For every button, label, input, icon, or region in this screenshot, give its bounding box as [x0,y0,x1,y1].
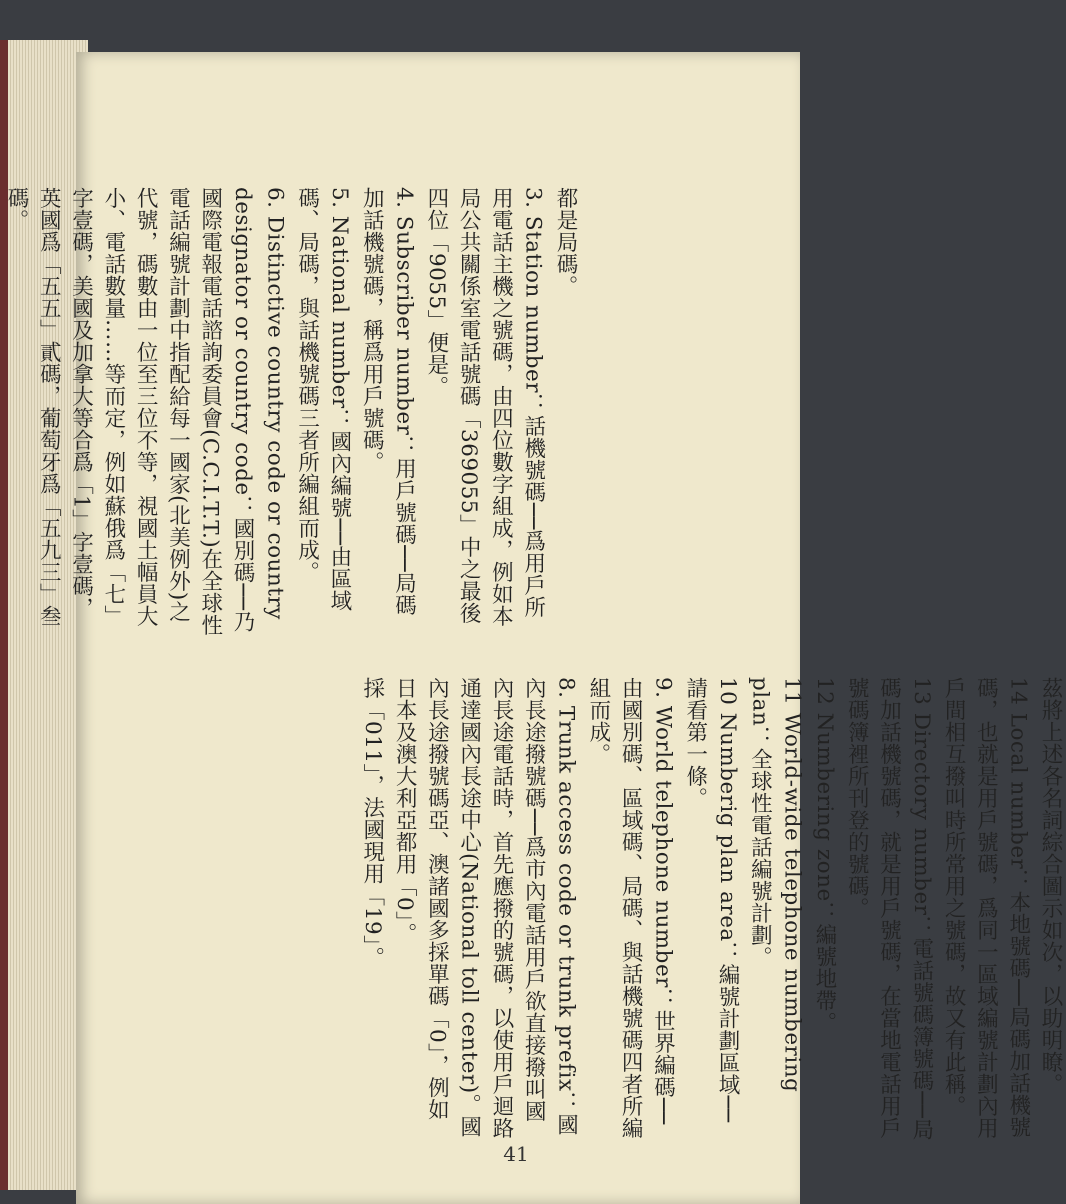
text-paragraph: 都是局碼。 [553,187,578,297]
text-paragraph: 14 Local number：本地號碼──局碼加話機號碼，也就是用戶號碼，爲同一區域編號計劃內用戶間相互撥叫時所常用之號碼，故又有此稱。 [941,677,1031,1139]
text-paragraph: 4. Subscriber number：用戶號碼──局碼加話機號碼，稱爲用戶號碼。 [359,187,417,617]
lower-text-section [226,677,1066,1142]
text-paragraph: 採「011」，法國現用「19」。 [359,677,385,969]
page-number: 41 [503,1142,529,1166]
text-paragraph: 6. Distinctive country code or country designator or country code：國別碼──乃國際電報電話諮詢委員會(C.C.I.T.T.)在全球性電話編號計劃中指配給每一國家(北美例外)之代號，碼數由一位至三位不等，視國土幅員大小、電話數量……等而定，例如蘇俄爲「七」字壹碼，美國及加拿大等合爲「1」字壹碼，英國爲「五五」貳碼，葡萄牙爲「五九三」叁碼。 [3,187,288,637]
text-paragraph: 10 Numberig plan area：編號計劃區域──請看第一條。 [682,677,741,1123]
text-paragraph: 5. National number：國內編號──由區域碼、局碼，與話機號碼三者所編組而成。 [294,187,352,612]
text-paragraph: 茲將上述各名詞綜合圖示如次，以助明瞭。 [1038,677,1063,1095]
upper-text-section [3,187,581,637]
text-paragraph: 3. Station number：話機號碼──爲用戶所用電話主機之號碼，由四位數字組成，例如本局公共關係室電話號碼「369055」中之最後四位「9055」便是。 [423,187,546,627]
text-paragraph: 11 World-wide telephone numbering plan：全球性電話編號計劃。 [747,677,805,1100]
text-paragraph: 12 Numbering zone：編號地帶。 [811,677,837,1034]
text-paragraph: 8. Trunk access code or trunk prefix：國內長途撥號碼──爲市內電話用戶欲直接撥叫國內長途電話時，首先應撥的號碼，以使用戶迴路通達國內長途中心(National toll center)。國內長途撥號碼亞、澳諸國多採單碼「0」，例如日本及澳大利亞都用「0」。 [392,677,579,1139]
book-page [3,52,1063,1204]
text-paragraph: 9. World telephone number：世界編碼──由國別碼、區域碼、局碼、與話機號碼四者所編組而成。 [585,677,676,1139]
text-paragraph: 13 Directory number：電話號碼簿號碼──局碼加話機號碼，就是用戶號碼，在當地電話用戶號碼簿裡所刊登的號碼。 [844,677,934,1141]
